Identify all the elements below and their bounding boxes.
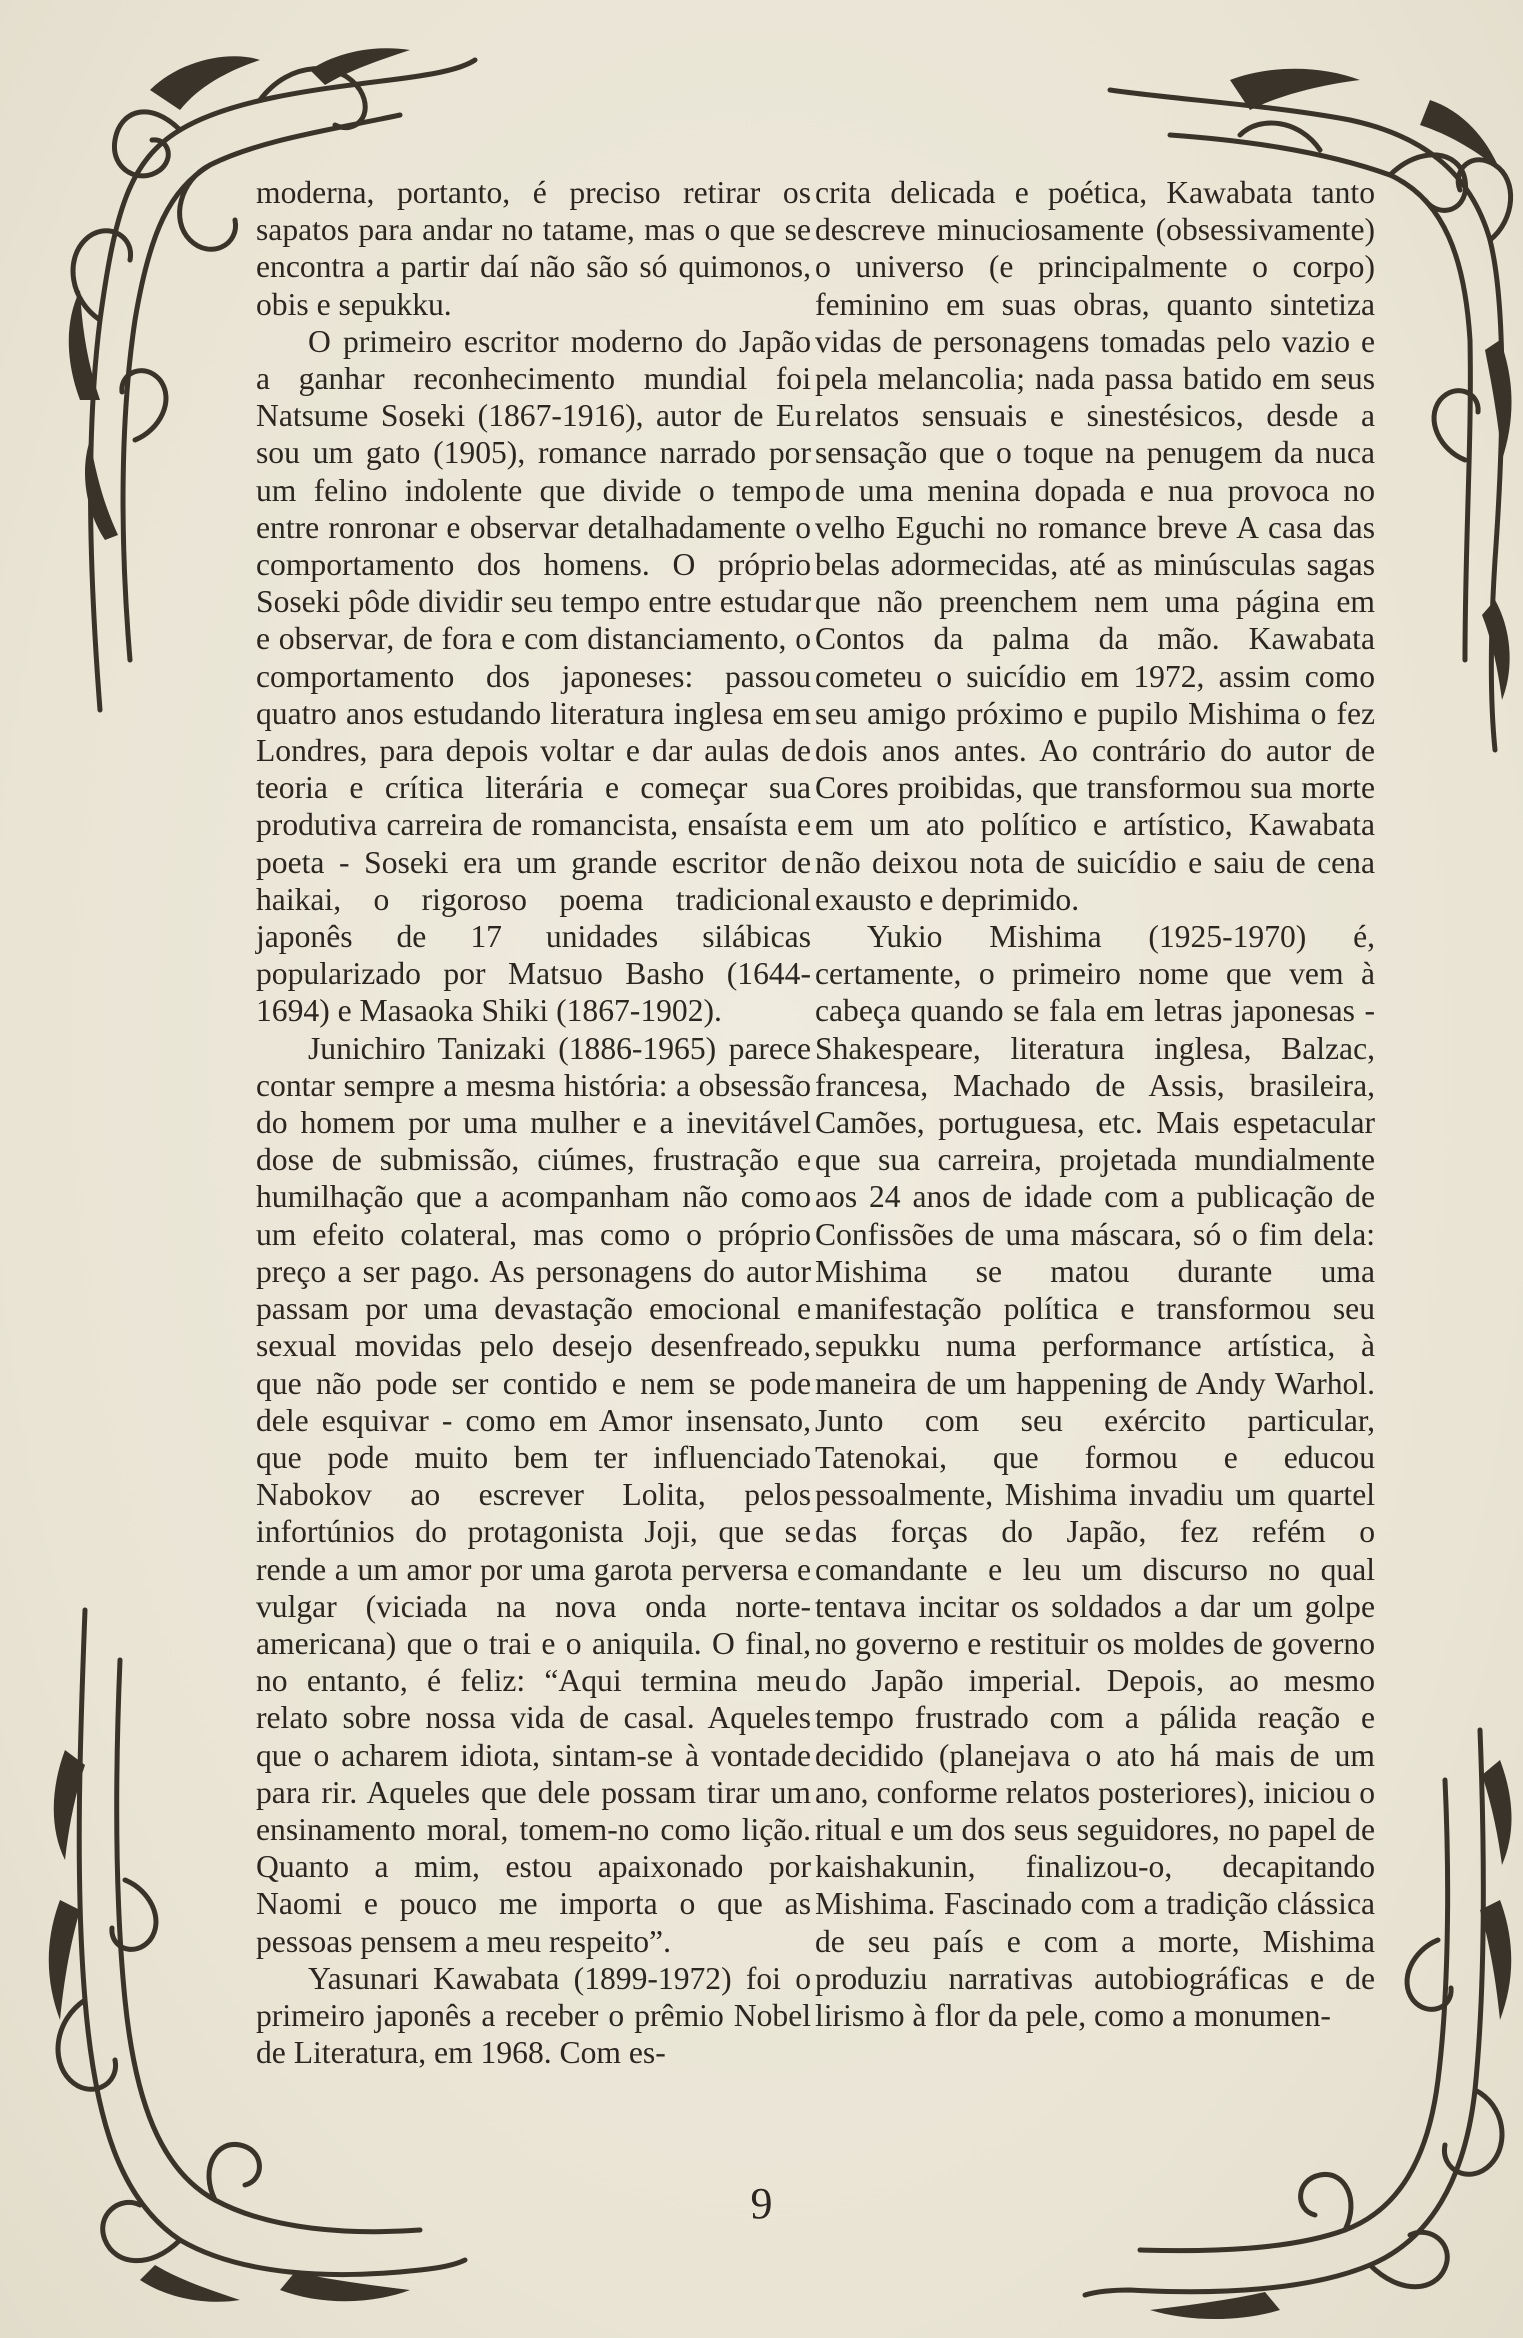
paragraph: Yasunari Kawabata (1899-1972) foi o primeiro japonês a receber o prêmio Nobel de Literatura, em 1968. Com es- (256, 1960, 811, 2071)
text-column-right (815, 174, 1375, 2034)
page-number: 9 (750, 2179, 773, 2228)
paragraph: Junichiro Tanizaki (1886-1965) parece contar sempre a mesma história: a obsessão do homem por uma mulher e a inevitável dose de submissão, ciúmes, frustração e humilhação que a acompanham não como um efeito colateral, mas como o próprio preço a ser pago. As personagens do autor passam por uma devastação emocional e sexual movidas pelo desejo desenfreado, que não pode ser contido e nem se pode dele esquivar - como em Amor insensato, que pode muito bem ter influenciado Nabokov ao escrever Lolita, pelos infortúnios do protagonista Joji, que se rende a um amor por uma garota perversa e vulgar (viciada na nova onda norte-americana) que o trai e o aniquila. O final, no entanto, é feliz: “Aqui termina meu relato sobre nossa vida de casal. Aqueles que o acharem idiota, sintam-se à vontade para rir. Aqueles que dele possam tirar um ensinamento moral, tomem-no como lição. Quanto a mim, estou apaixonado por Naomi e pouco me importa o que as pessoas pensem a meu respeito”. (256, 1030, 811, 1959)
paragraph: Yukio Mishima (1925-1970) é, certamente, o primeiro nome que vem à cabeça quando se fala em letras japonesas - Shakespeare, literatura inglesa, Balzac, francesa, Machado de Assis, brasileira, Camões, portuguesa, etc. Mais espetacular que sua carreira, projetada mundialmente aos 24 anos de idade com a publicação de Confissões de uma máscara, só o fim dela: Mishima se matou durante uma manifestação política e transformou seu sepukku numa performance artística, à maneira de um happening de Andy Warhol. Junto com seu exército particular, Tatenokai, que formou e educou pessoalmente, Mishima invadiu um quartel das forças do Japão, fez refém o comandante e leu um discurso no qual tentava incitar os soldados a dar um golpe no governo e restituir os moldes de governo do Japão imperial. Depois, ao mesmo tempo frustrado com a pálida reação e decidido (planejava o ato há mais de um ano, conforme relatos posteriores), iniciou o ritual e um dos seus seguidores, no papel de kaishakunin, finalizou-o, decapitando Mishima. Fascinado com a tradição clássica de seu país e com a morte, Mishima produziu narrativas autobiográficas e de lirismo à flor da pele, como a monumen- (815, 919, 1375, 2033)
text-column-left (256, 174, 811, 2071)
paragraph: crita delicada e poética, Kawabata tanto descreve minuciosamente (obsessivamente) o universo (e principalmente o corpo) feminino em suas obras, quanto sintetiza vidas de personagens tomadas pelo vazio e pela melancolia; nada passa batido em seus relatos sensuais e sinestésicos, desde a sensação que o toque na penugem da nuca de uma menina dopada e nua provoca no velho Eguchi no romance breve A casa das belas adormecidas, até as minúsculas sagas que não preenchem nem uma página em Contos da palma da mão. Kawabata cometeu o suicídio em 1972, assim como seu amigo próximo e pupilo Mishima o fez dois anos antes. Ao contrário do autor de Cores proibidas, que transformou sua morte em um ato político e artístico, Kawabata não deixou nota de suicídio e saiu de cena exausto e deprimido. (815, 175, 1375, 917)
paragraph: O primeiro escritor moderno do Japão a ganhar reconhecimento mundial foi Natsume Soseki (1867-1916), autor de Eu sou um gato (1905), romance narrado por um felino indolente que divide o tempo entre ronronar e observar detalhadamente o comportamento dos homens. O próprio Soseki pôde dividir seu tempo entre estudar e observar, de fora e com distanciamento, o comportamento dos japoneses: passou quatro anos estudando literatura inglesa em Londres, para depois voltar e dar aulas de teoria e crítica literária e começar sua produtiva carreira de romancista, ensaísta e poeta - Soseki era um grande escritor de haikai, o rigoroso poema tradicional japonês de 17 unidades silábicas popularizado por Matsuo Basho (1644-1694) e Masaoka Shiki (1867-1902). (256, 323, 811, 1029)
paragraph: moderna, portanto, é preciso retirar os sapatos para andar no tatame, mas o que se encontra a partir daí não são só quimonos, obis e sepukku. (256, 175, 811, 322)
